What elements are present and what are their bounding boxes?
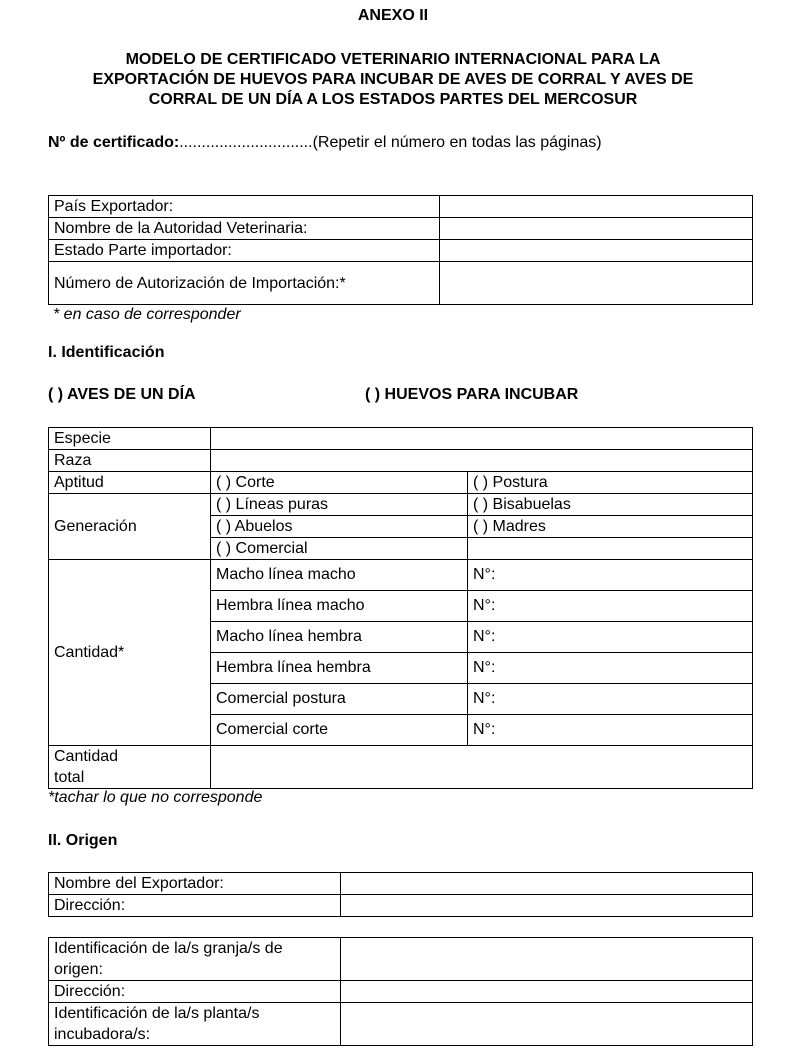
table-row — [49, 746, 753, 789]
section-identification-heading: I. Identificación — [48, 344, 165, 361]
table-row — [49, 494, 753, 516]
importing-state-field[interactable] — [440, 240, 753, 262]
hatchery-label: Identificación de la/s planta/s incubadora/s: — [49, 1003, 341, 1046]
table-row — [49, 895, 753, 917]
quantity-row-number[interactable]: N°: — [468, 684, 753, 715]
generation-option-lineas-puras[interactable]: ( ) Líneas puras — [211, 494, 468, 516]
exporter-name-field[interactable] — [341, 873, 753, 895]
quantity-row-label: Comercial corte — [211, 715, 468, 746]
generation-option-bisabuelas[interactable]: ( ) Bisabuelas — [468, 494, 753, 516]
quantity-row-number[interactable]: N°: — [468, 560, 753, 591]
quantity-row-label: Macho línea hembra — [211, 622, 468, 653]
farm-address-label: Dirección: — [49, 981, 341, 1003]
table-row — [49, 981, 753, 1003]
table-row — [49, 1003, 753, 1046]
exporter-table — [48, 195, 753, 305]
title-line: EXPORTACIÓN DE HUEVOS PARA INCUBAR DE AVES DE CORRAL Y AVES DE — [92, 71, 694, 88]
certificate-number-hint: (Repetir el número en todas las páginas) — [312, 134, 602, 151]
generation-label: Generación — [49, 494, 211, 560]
certificate-number-field[interactable]: .............................. — [179, 134, 313, 151]
total-quantity-field[interactable] — [211, 746, 753, 789]
quantity-row-label: Hembra línea hembra — [211, 653, 468, 684]
farm-address-field[interactable] — [341, 981, 753, 1003]
identification-table — [48, 427, 753, 789]
quantity-row-number[interactable]: N°: — [468, 622, 753, 653]
veterinary-authority-label: Nombre de la Autoridad Veterinaria: — [49, 218, 440, 240]
aptitude-label: Aptitud — [49, 472, 211, 494]
table-row — [49, 938, 753, 981]
identification-footnote: *tachar lo que no corresponde — [48, 789, 263, 806]
certificate-number-label: Nº de certificado: — [48, 134, 180, 151]
day-old-birds-checkbox[interactable]: ( ) AVES DE UN DÍA — [48, 386, 196, 403]
exporter-footnote: * en caso de corresponder — [53, 306, 241, 323]
table-row — [49, 428, 753, 450]
hatching-eggs-checkbox[interactable]: ( ) HUEVOS PARA INCUBAR — [365, 386, 579, 403]
table-row — [49, 560, 753, 591]
veterinary-authority-field[interactable] — [440, 218, 753, 240]
quantity-label: Cantidad* — [49, 560, 211, 746]
generation-option-comercial[interactable]: ( ) Comercial — [211, 538, 468, 560]
origin-farm-field[interactable] — [341, 938, 753, 981]
table-row — [49, 262, 753, 305]
importing-state-label: Estado Parte importador: — [49, 240, 440, 262]
exporter-details-table — [48, 872, 753, 917]
aptitude-option-corte[interactable]: ( ) Corte — [211, 472, 468, 494]
quantity-row-number[interactable]: N°: — [468, 715, 753, 746]
exporter-address-label: Dirección: — [49, 895, 341, 917]
section-origin-heading: II. Origen — [48, 832, 118, 849]
origin-farm-label: Identificación de la/s granja/s de origen: — [49, 938, 341, 981]
quantity-row-number[interactable]: N°: — [468, 653, 753, 684]
quantity-row-number[interactable]: N°: — [468, 591, 753, 622]
generation-option-madres[interactable]: ( ) Madres — [468, 516, 753, 538]
quantity-row-label: Macho línea macho — [211, 560, 468, 591]
title-line: CORRAL DE UN DÍA A LOS ESTADOS PARTES DEL MERCOSUR — [148, 91, 638, 108]
table-row — [49, 472, 753, 494]
exporter-address-field[interactable] — [341, 895, 753, 917]
quantity-row-label: Hembra línea macho — [211, 591, 468, 622]
certificate-number-line — [48, 132, 672, 154]
exporting-country-label: País Exportador: — [49, 196, 440, 218]
exporter-name-label: Nombre del Exportador: — [49, 873, 341, 895]
table-row — [49, 196, 753, 218]
hatchery-field[interactable] — [341, 1003, 753, 1046]
aptitude-option-postura[interactable]: ( ) Postura — [468, 472, 753, 494]
total-quantity-label: Cantidad total — [49, 746, 211, 789]
origin-farm-table — [48, 937, 753, 1046]
breed-field[interactable] — [211, 450, 753, 472]
generation-option-abuelos[interactable]: ( ) Abuelos — [211, 516, 468, 538]
annex-title: ANEXO II — [357, 7, 429, 24]
document-title — [40, 50, 746, 110]
species-field[interactable] — [211, 428, 753, 450]
import-authorization-field[interactable] — [440, 262, 753, 305]
table-row — [49, 240, 753, 262]
breed-label: Raza — [49, 450, 211, 472]
generation-empty-cell — [468, 538, 753, 560]
table-row — [49, 873, 753, 895]
species-label: Especie — [49, 428, 211, 450]
table-row — [49, 450, 753, 472]
title-line: MODELO DE CERTIFICADO VETERINARIO INTERNACIONAL PARA LA — [125, 51, 661, 68]
quantity-row-label: Comercial postura — [211, 684, 468, 715]
exporting-country-field[interactable] — [440, 196, 753, 218]
import-authorization-label: Número de Autorización de Importación:* — [49, 262, 440, 305]
table-row — [49, 218, 753, 240]
